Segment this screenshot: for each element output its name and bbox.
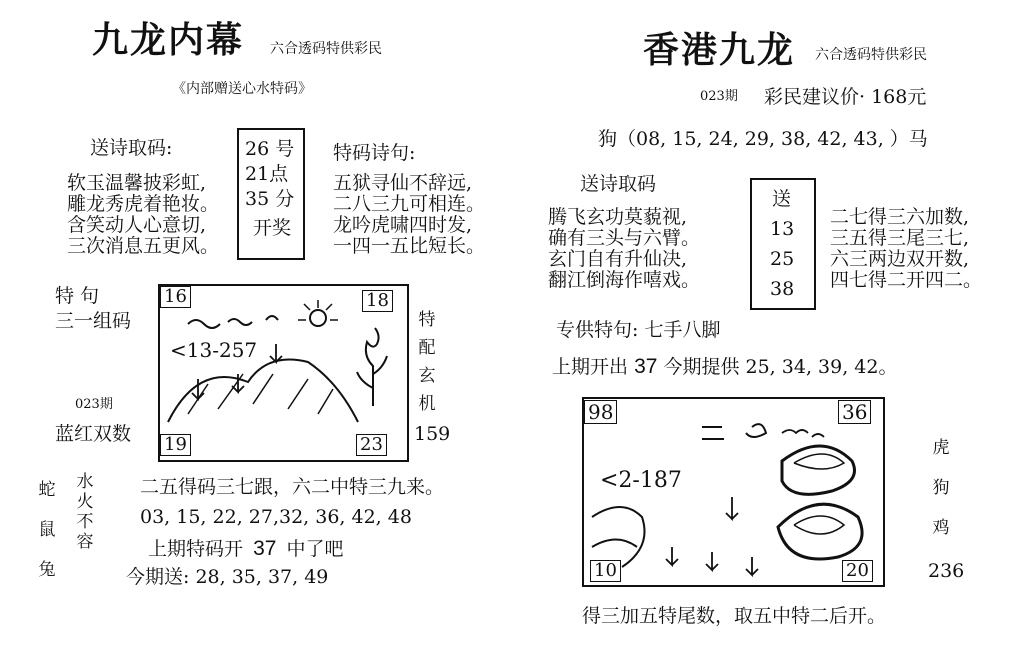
left-special-line-2: 二八三九可相连。 bbox=[333, 193, 486, 215]
left-colour-label: 蓝红双数 bbox=[55, 423, 132, 445]
left-poem-line-4: 三次消息五更风。 bbox=[67, 235, 220, 257]
left-picture-corner-tl: 16 bbox=[160, 286, 191, 308]
right-title: 香港九龙 bbox=[643, 29, 796, 71]
left-line-3-pre: 上期特码开 bbox=[148, 538, 244, 560]
left-vertical-char-3: 玄 bbox=[418, 366, 436, 386]
left-poem-line-3: 含笑动人心意切, bbox=[67, 214, 207, 236]
right-last-issue bbox=[552, 356, 897, 377]
left-vertical-char-2: 配 bbox=[418, 338, 436, 358]
left-tejü-label: 特 句 bbox=[55, 285, 100, 307]
right-picture-sketch bbox=[582, 397, 881, 583]
right-picture-corner-br: 20 bbox=[842, 560, 873, 582]
right-last-issue-post: 今期提供 25, 34, 39, 42。 bbox=[663, 356, 898, 378]
right-poem-line-3: 玄门自有升仙决, bbox=[548, 248, 688, 270]
right-send-label: 送 bbox=[772, 188, 792, 210]
right-picture-corner-bl: 10 bbox=[590, 560, 621, 582]
left-zodiac-vertical bbox=[36, 470, 58, 590]
right-zodiac-vertical bbox=[930, 428, 952, 548]
left-line-3-post: 中了吧 bbox=[286, 538, 344, 560]
left-zodiac-3: 兔 bbox=[38, 560, 56, 580]
right-poem2-line-3: 六三两边双开数, bbox=[830, 248, 970, 270]
right-poem-line-2: 确有三头与六臂。 bbox=[548, 227, 701, 249]
right-mystery-number: 236 bbox=[928, 560, 965, 582]
right-footer: 得三加五特尾数，取五中特二后开。 bbox=[582, 605, 887, 627]
right-picture-corner-tr: 36 bbox=[838, 400, 871, 424]
left-poem-label: 送诗取码: bbox=[90, 137, 173, 159]
left-draw-minute: 35 分 bbox=[245, 188, 295, 210]
right-picture-corner-tl: 98 bbox=[584, 400, 617, 424]
left-mystery-number: 159 bbox=[414, 423, 451, 445]
left-poem-line-1: 软玉温馨披彩虹, bbox=[67, 172, 207, 194]
left-special-line-3: 龙吟虎啸四时发, bbox=[333, 214, 473, 236]
left-element-vertical bbox=[74, 472, 96, 552]
right-poem2-line-1: 二七得三六加数, bbox=[830, 206, 970, 228]
left-special-line-4: 一四一五比短长。 bbox=[333, 235, 486, 257]
right-send-num-1: 13 bbox=[770, 218, 795, 240]
right-special-phrase: 专供特句: 七手八脚 bbox=[556, 319, 721, 341]
left-vertical-char-1: 特 bbox=[418, 310, 436, 330]
left-issue-no: 023期 bbox=[75, 397, 113, 412]
right-send-num-2: 25 bbox=[770, 248, 795, 270]
left-group-code: 三一组码 bbox=[55, 310, 132, 332]
left-picture-scribble: <13-257 bbox=[170, 338, 258, 362]
left-line-1: 二五得码三七跟，六二中特三九来。 bbox=[140, 476, 445, 498]
left-draw-open: 开奖 bbox=[253, 217, 292, 239]
right-send-num-3: 38 bbox=[770, 278, 795, 300]
left-line-2: 03, 15, 22, 27,32, 36, 42, 48 bbox=[140, 506, 412, 528]
left-picture-sketch bbox=[158, 284, 405, 458]
left-element-2: 火 bbox=[76, 492, 94, 512]
left-element-3: 不 bbox=[76, 512, 94, 532]
right-picture-scribble: <2-187 bbox=[600, 468, 682, 493]
left-element-4: 容 bbox=[76, 532, 94, 552]
left-line-3 bbox=[148, 538, 343, 559]
left-draw-number: 26 号 bbox=[245, 138, 295, 160]
right-zodiac-2: 狗 bbox=[932, 478, 950, 498]
left-subtitle: 六合透码特供彩民 bbox=[270, 41, 382, 57]
right-poem-line-1: 腾飞玄功莫藐视, bbox=[548, 206, 688, 228]
right-price: 彩民建议价· 168元 bbox=[764, 86, 927, 108]
right-last-issue-num: 37 bbox=[634, 355, 658, 378]
left-element-1: 水 bbox=[76, 472, 94, 492]
left-special-line-1: 五狱寻仙不辞远, bbox=[333, 172, 473, 194]
right-poem-label: 送诗取码 bbox=[580, 173, 657, 195]
left-picture-corner-br: 23 bbox=[356, 434, 387, 456]
left-right-vertical bbox=[416, 306, 438, 418]
right-zodiac-3: 鸡 bbox=[932, 518, 950, 538]
left-zodiac-2: 鼠 bbox=[38, 520, 56, 540]
left-line-4: 今期送: 28, 35, 37, 49 bbox=[126, 566, 329, 588]
left-picture-corner-tr: 18 bbox=[362, 290, 393, 312]
left-banner: 《内部赠送心水特码》 bbox=[172, 81, 312, 97]
left-zodiac-1: 蛇 bbox=[38, 480, 56, 500]
left-picture-corner-bl: 19 bbox=[160, 434, 191, 456]
right-issue-no: 023期 bbox=[700, 89, 738, 104]
left-line-3-num: 37 bbox=[253, 537, 277, 560]
left-title: 九龙内幕 bbox=[92, 19, 245, 61]
right-poem2-line-2: 三五得三尾三七, bbox=[830, 227, 970, 249]
right-poem-line-4: 翻江倒海作嘻戏。 bbox=[548, 269, 701, 291]
right-dog-line: 狗（08, 15, 24, 29, 38, 42, 43, ）马 bbox=[598, 128, 928, 150]
right-zodiac-1: 虎 bbox=[932, 438, 950, 458]
left-draw-hour: 21点 bbox=[245, 163, 289, 185]
right-poem2-line-4: 四七得二开四二。 bbox=[830, 269, 983, 291]
left-special-label: 特码诗句: bbox=[333, 142, 416, 164]
right-last-issue-pre: 上期开出 bbox=[552, 356, 629, 378]
right-subtitle: 六合透码特供彩民 bbox=[815, 47, 927, 63]
left-poem-line-2: 雕龙秀虎着艳妆。 bbox=[67, 193, 220, 215]
left-vertical-char-4: 机 bbox=[418, 394, 436, 414]
